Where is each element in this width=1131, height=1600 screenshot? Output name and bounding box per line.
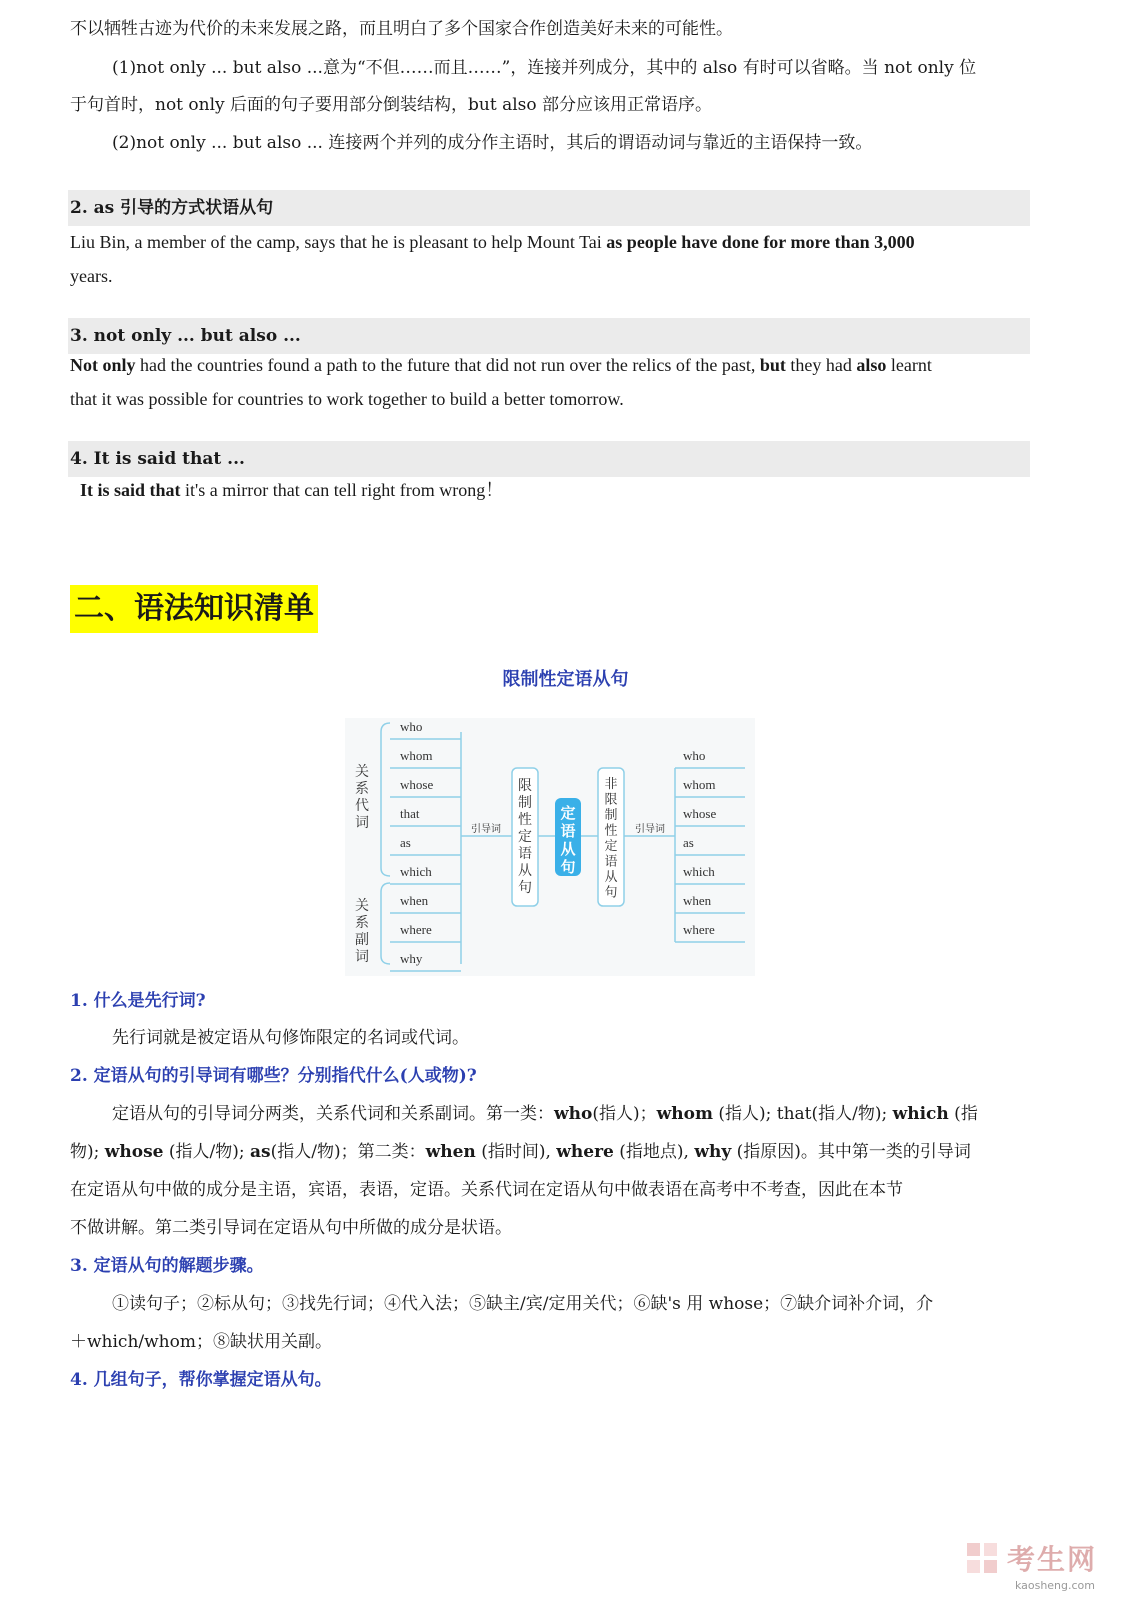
left-connector-label: 引导词 <box>471 824 501 835</box>
left-item-who: who <box>400 719 423 734</box>
intro-line-3: 于句首时，not only 后面的句子要用部分倒装结构，but also 部分应该用正常语序。 <box>70 95 713 115</box>
pronoun-label-char: 关 <box>355 764 369 780</box>
left-item-whose: whose <box>400 777 434 792</box>
answer-3-line-1: ①读句子；②标从句；③找先行词；④代入法；⑤缺主/宾/定用关代；⑥缺's 用 whose；⑦缺介词补介词，介 <box>112 1294 934 1314</box>
restrictive-box-label-char: 从 <box>518 863 532 879</box>
nonrestrictive-box-label-char: 从 <box>604 870 618 885</box>
left-item-why: why <box>400 951 423 966</box>
restrictive-box-label-char: 制 <box>518 795 532 811</box>
answer-2-line-3: 在定语从句中做的成分是主语，宾语，表语，定语。关系代词在定语从句中做表语在高考中不考查，因此在本节 <box>70 1180 903 1200</box>
watermark-logo-icon <box>965 1541 999 1575</box>
watermark <box>965 1538 1097 1578</box>
nonrestrictive-box-label-char: 非 <box>604 777 618 792</box>
answer-2-line-1: 定语从句的引导词分两类，关系代词和关系副词。第一类：who(指人)；whom (指人); that(指人/物); which (指 <box>112 1104 978 1124</box>
right-item-as: as <box>683 835 694 850</box>
answer-2-line-2: 物); whose (指人/物); as(指人/物)；第二类：when (指时间), where (指地点), why (指原因)。其中第一类的引导词 <box>70 1142 971 1162</box>
right-item-who: who <box>683 748 706 763</box>
center-box-label-char: 定 <box>560 804 576 822</box>
center-box-label-char: 从 <box>560 840 576 858</box>
adverb-label-char: 系 <box>355 915 369 931</box>
pronoun-label <box>355 764 369 831</box>
adverb-label-char: 副 <box>355 932 369 948</box>
pronoun-label-char: 词 <box>355 815 369 831</box>
center-box-label-char: 句 <box>560 858 576 876</box>
heading-not-only: 3. not only ... but also ... <box>68 318 1030 354</box>
left-item-which: which <box>400 864 432 879</box>
watermark-brand: 考生网 <box>1006 1543 1097 1576</box>
heading-it-is-said: 4. It is said that ... <box>68 441 1030 477</box>
nonrestrictive-box-label-char: 句 <box>604 885 618 901</box>
restrictive-box-label-char: 句 <box>518 880 532 896</box>
right-connector-label: 引导词 <box>635 824 665 835</box>
watermark-site: kaosheng.com <box>1014 1579 1095 1592</box>
left-item-that: that <box>400 806 420 821</box>
left-item-as: as <box>400 835 411 850</box>
center-box-label-char: 语 <box>560 822 576 840</box>
adverb-label <box>355 898 369 965</box>
question-3: 3. 定语从句的解题步骤。 <box>70 1256 264 1276</box>
example-it-is-said: It is said that it's a mirror that can tell right from wrong！ <box>80 480 504 500</box>
nonrestrictive-box-label-char: 限 <box>604 792 618 808</box>
intro-line-1: 不以牺牲古迹为代价的未来发展之路，而且明白了多个国家合作创造美好未来的可能性。 <box>70 19 733 39</box>
restrictive-box-label-char: 定 <box>518 829 532 845</box>
nonrestrictive-box-label-char: 语 <box>604 854 618 870</box>
right-item-where: where <box>683 922 715 937</box>
adverb-label-char: 词 <box>355 949 369 965</box>
pronoun-label-char: 系 <box>355 781 369 797</box>
question-4: 4. 几组句子，帮你掌握定语从句。 <box>70 1370 332 1390</box>
diagram-title: 限制性定语从句 <box>502 669 629 690</box>
heading-as-clause: 2. as 引导的方式状语从句 <box>68 190 1030 226</box>
answer-3-line-2: ＋which/whom；⑧缺状用关副。 <box>70 1332 332 1352</box>
intro-line-4: (2)not only ... but also ... 连接两个并列的成分作主语时，其后的谓语动词与靠近的主语保持一致。 <box>112 133 873 153</box>
right-item-whom: whom <box>683 777 716 792</box>
restrictive-box-label-char: 语 <box>518 846 532 862</box>
restrictive-box-label-char: 性 <box>518 812 532 828</box>
example-not-only: Not only had the countries found a path to the future that did not run over the relics of the past, but they had also learnt that it was possible for countries to work together to build a better tomorrow. <box>70 355 932 409</box>
nonrestrictive-box-label-char: 性 <box>604 823 618 839</box>
center-box-label <box>560 804 575 876</box>
question-1: 1. 什么是先行词? <box>70 991 206 1011</box>
intro-line-2: (1)not only ... but also ...意为“不但……而且……”，连接并列成分，其中的 also 有时可以省略。当 not only 位 <box>112 58 977 78</box>
restrictive-box-label <box>518 778 532 896</box>
restrictive-box-label-char: 限 <box>518 778 532 794</box>
answer-2-line-4: 不做讲解。第二类引导词在定语从句中所做的成分是状语。 <box>70 1218 512 1238</box>
nonrestrictive-box-label-char: 制 <box>604 808 618 823</box>
clause-mindmap <box>345 718 755 976</box>
right-item-whose: whose <box>683 806 717 821</box>
question-2: 2. 定语从句的引导词有哪些？分别指代什么(人或物)? <box>70 1066 477 1086</box>
adverb-label-char: 关 <box>355 898 369 914</box>
right-item-which: which <box>683 864 715 879</box>
left-item-when: when <box>400 893 429 908</box>
left-item-where: where <box>400 922 432 937</box>
section-title: 二、语法知识清单 <box>70 585 318 633</box>
pronoun-label-char: 代 <box>355 798 369 814</box>
answer-1: 先行词就是被定语从句修饰限定的名词或代词。 <box>112 1028 469 1048</box>
nonrestrictive-box-label <box>604 776 617 901</box>
left-item-whom: whom <box>400 748 433 763</box>
nonrestrictive-box-label-char: 定 <box>604 839 618 854</box>
right-item-when: when <box>683 893 712 908</box>
example-as-clause: Liu Bin, a member of the camp, says that he is pleasant to help Mount Tai as people have done for more than 3,000 years. <box>70 232 915 286</box>
